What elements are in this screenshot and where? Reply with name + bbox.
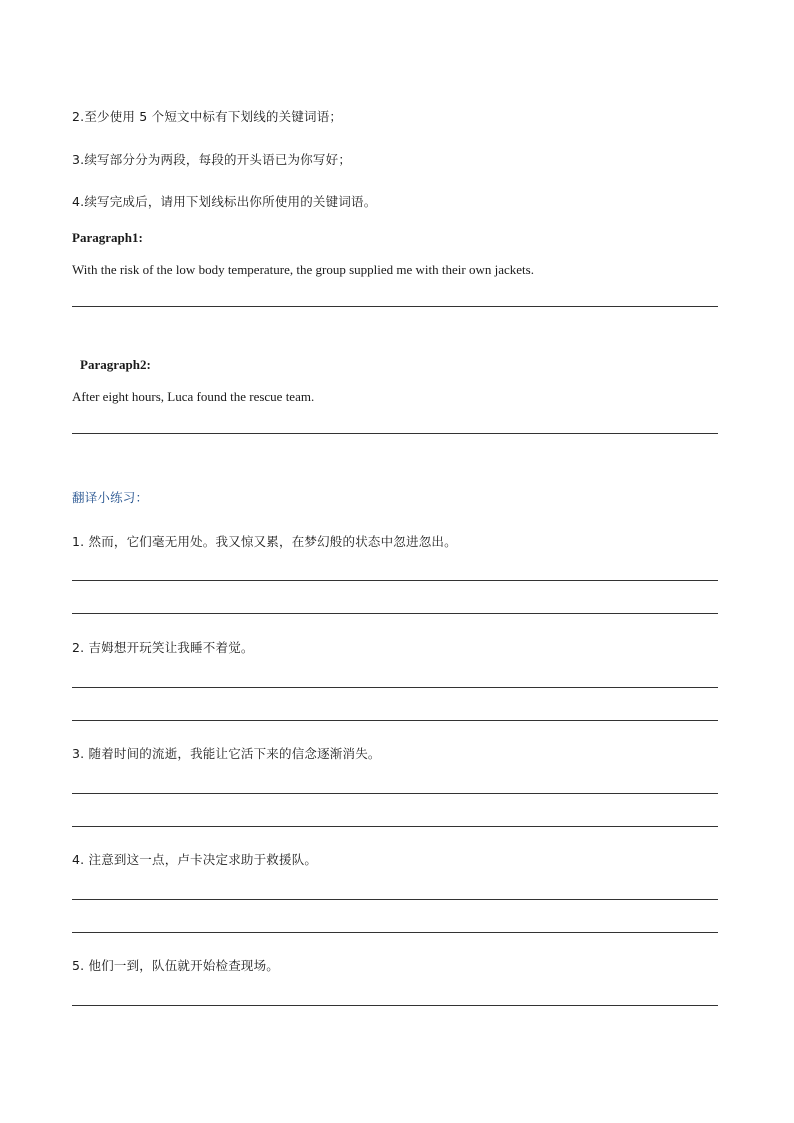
paragraph2-opening: After eight hours, Luca found the rescue team. [72,389,315,404]
instruction-item-3: 3.续写部分分为两段，每段的开头语已为你写好； [72,152,352,167]
instruction-item-2: 2.至少使用 5 个短文中标有下划线的关键词语； [72,109,343,124]
answer-line[interactable] [72,306,718,307]
answer-line[interactable] [72,932,718,933]
translation-item-4: 4. 注意到这一点，卢卡决定求助于救援队。 [72,852,318,867]
answer-line[interactable] [72,687,718,688]
answer-line[interactable] [72,720,718,721]
translation-item-5: 5. 他们一到，队伍就开始检查现场。 [72,958,280,973]
translation-item-2: 2. 吉姆想开玩笑让我睡不着觉。 [72,640,254,655]
answer-line[interactable] [72,580,718,581]
answer-line[interactable] [72,433,718,434]
answer-line[interactable] [72,793,718,794]
paragraph1-opening: With the risk of the low body temperature, the group supplied me with their own jackets. [72,262,534,277]
answer-line[interactable] [72,613,718,614]
translation-item-3: 3. 随着时间的流逝，我能让它活下来的信念逐渐消失。 [72,746,381,761]
translation-title: 翻译小练习： [72,490,149,505]
paragraph2-heading: Paragraph2: [80,357,151,372]
instruction-item-4: 4.续写完成后，请用下划线标出你所使用的关键词语。 [72,194,377,209]
paragraph1-heading: Paragraph1: [72,230,143,245]
translation-item-1: 1. 然而，它们毫无用处。我又惊又累，在梦幻般的状态中忽进忽出。 [72,534,457,549]
answer-line[interactable] [72,899,718,900]
answer-line[interactable] [72,826,718,827]
answer-line[interactable] [72,1005,718,1006]
